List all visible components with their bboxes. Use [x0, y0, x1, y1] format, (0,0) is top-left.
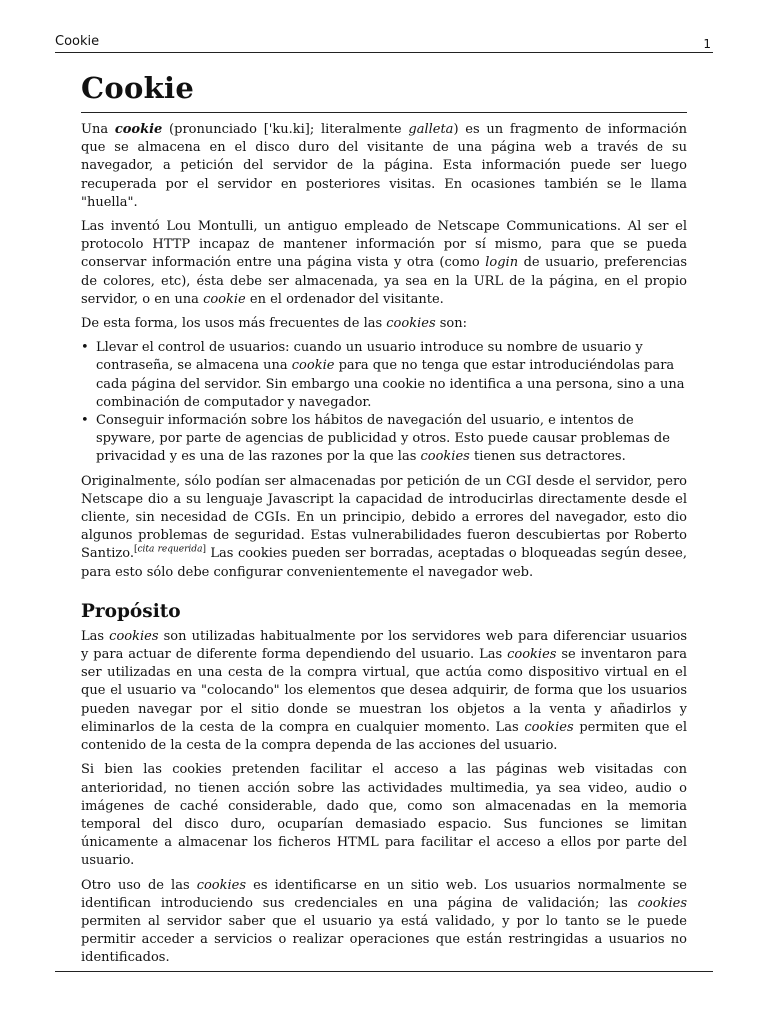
proposito-paragraph-1: Las cookies son utilizadas habitualmente por los servidores web para diferenciar usuarios y para actuar de diferente forma dependiendo del usuario. Las cookies se inventaron para ser utilizadas en una cesta de la compra virtual, que actúa como dispositivo virtual en el que el usuario va "colocando" los elementos que desea adquirir, de forma que los usuarios pueden navegar por el sitio donde se muestran los objetos a la venta y añadirlos y eliminarlos de la cesta de la compra en cualquier momento. Las cookies permiten que el contenido de la cesta de la compra dependa de las acciones del usuario. [81, 628, 687, 754]
uses-list [81, 339, 687, 466]
proposito-paragraph-2: Si bien las cookies pretenden facilitar el acceso a las páginas web visitadas con anterioridad, no tienen acción sobre las actividades multimedia, ya sea video, audio o imágenes de caché considerable, dado que, como son almacenadas en la memoria temporal del disco duro, ocuparían demasiado espacio. Sus funciones se limitan únicamente a almacenar los ficheros HTML para facilitar el acceso a ellos por parte del usuario. [81, 762, 687, 869]
article-title: Cookie [81, 70, 687, 113]
intro-paragraph-2: Las inventó Lou Montulli, un antiguo empleado de Netscape Communications. Al ser el protocolo HTTP incapaz de mantener información por sí mismo, para que se pueda conservar información entre una página vista y otra (como login de usuario, preferencias de colores, etc), ésta debe ser almacenada, ya sea en la URL de la página, en el propio servidor, o en una cookie en el ordenador del visitante. [81, 219, 687, 307]
article-content [81, 70, 687, 968]
list-item: • Llevar el control de usuarios: cuando un usuario introduce su nombre de usuario y contraseña, se almacena una cookie para que no tenga que estar introduciéndolas para cada página del servidor. Sin embargo una cookie no identifica a una persona, sino a una combinación de computador y navegador. [81, 339, 687, 412]
list-item: • Conseguir información sobre los hábitos de navegación del usuario, e intentos de spyware, por parte de agencias de publicidad y otros. Esto puede causar problemas de privacidad y es una de las razones por la que las cookies tienen sus detractores. [81, 412, 687, 467]
section-heading-proposito: Propósito [81, 600, 181, 622]
footer-rule [55, 971, 713, 972]
running-header [55, 34, 713, 53]
intro-paragraph-1: Una cookie (pronunciado ['ku.ki]; literalmente galleta) es un fragmento de información que se almacena en el disco duro del visitante de una página web a través de su navegador, a petición del servidor de la página. Esta información puede ser luego recuperada por el servidor en posteriores visitas. En ocasiones también se le llama "huella". [81, 122, 687, 210]
term-cookie: cookie [114, 122, 163, 137]
intro-paragraph-4: Originalmente, sólo podían ser almacenadas por petición de un CGI desde el servidor, pero Netscape dio a su lenguaje Javascript la capacidad de introducirlas directamente desde el cliente, sin necesidad de CGIs. En un principio, debido a errores del navegador, esto dio algunos problemas de seguridad. Estas vulnerabilidades fueron descubiertas por Roberto Santizo.[cita requerida] Las cookies pueden ser borradas, aceptadas o bloqueadas según desee, para esto sólo debe configurar convenientemente el navegador web. [81, 473, 687, 580]
page-number: 1 [703, 37, 711, 51]
proposito-paragraph-3: Otro uso de las cookies es identificarse en un sitio web. Los usuarios normalmente se identifican introduciendo sus credenciales en una página de validación; las cookies permiten al servidor saber que el usuario ya está validado, y por lo tanto se le puede permitir acceder a servicios o realizar operaciones que están restringidas a usuarios no identificados. [81, 877, 688, 966]
intro-paragraph-3: De esta forma, los usos más frecuentes de las cookies son: [81, 316, 468, 332]
running-header-title: Cookie [55, 34, 100, 49]
citation-needed-link[interactable]: [cita requerida] [134, 545, 206, 556]
